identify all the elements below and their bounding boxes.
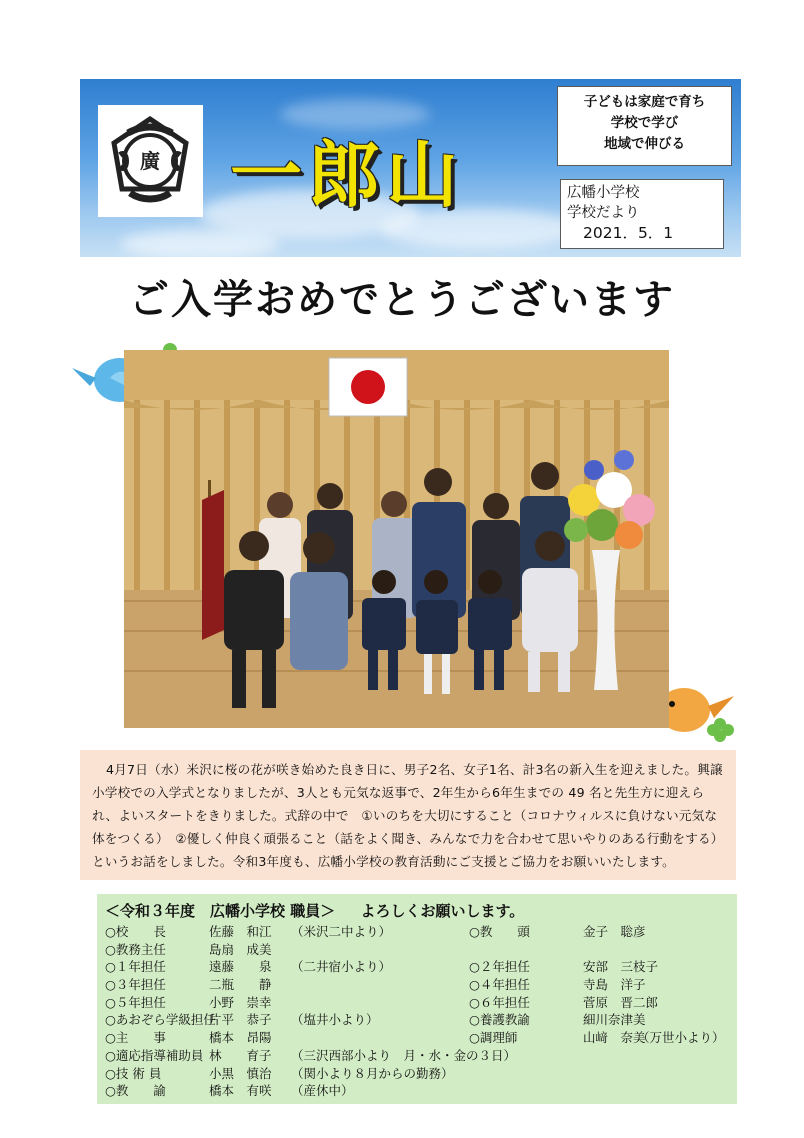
welcome-message: [80, 750, 736, 880]
staff-note: （万世小より）: [637, 1030, 725, 1046]
staff-row: [105, 941, 737, 959]
newsletter-label: 学校だより: [567, 205, 640, 221]
staff-name: 小野 崇幸: [209, 994, 272, 1010]
staff-name: 橋本 昂陽: [209, 1030, 272, 1046]
staff-heading: [105, 900, 737, 921]
clover-icon: [707, 718, 734, 742]
staff-rows: [105, 923, 737, 1100]
staff-name: 遠藤 泉: [209, 959, 272, 975]
ceremony-photo: [124, 350, 669, 728]
motto-line: 子どもは家庭で育ち: [583, 94, 706, 110]
staff-role: ○校 長: [105, 924, 166, 939]
staff-name: 片平 恭子: [209, 1012, 272, 1028]
staff-name: 菅原 晋二郎: [583, 994, 659, 1010]
staff-row: [105, 994, 737, 1012]
headline: ご入学おめでとうございます: [129, 277, 675, 323]
staff-row: [105, 958, 737, 976]
staff-name: 島扇 成美: [209, 941, 272, 957]
staff-name: 小黒 慎治: [209, 1065, 272, 1081]
staff-title: ＜令和３年度 広幡小学校 職員＞: [105, 902, 336, 920]
staff-role: ○４年担任: [469, 977, 530, 993]
staff-row: [105, 1082, 737, 1100]
staff-note: （三沢西部小より 月・水・金の３日）: [291, 1047, 517, 1063]
motto-line: 地域で伸びる: [604, 136, 685, 152]
header-banner: [80, 79, 741, 257]
staff-note: （二井宿小より）: [291, 959, 392, 975]
staff-row: [105, 1065, 737, 1083]
staff-name: 林 育子: [209, 1047, 272, 1063]
staff-role: ○２年担任: [469, 959, 530, 975]
staff-role: ○養護教諭: [469, 1012, 530, 1028]
staff-note: （米沢二中より）: [291, 924, 392, 939]
emblem-icon: [98, 105, 203, 217]
staff-row: [105, 976, 737, 994]
staff-role: ○６年担任: [469, 994, 530, 1010]
staff-note: （塩井小より）: [291, 1012, 379, 1028]
staff-name: 金子 聡彦: [583, 924, 646, 939]
staff-row: [105, 1047, 737, 1065]
staff-role: ○主 事: [105, 1030, 166, 1046]
staff-name: 佐藤 和江: [209, 924, 272, 939]
staff-role: ○１年担任: [105, 959, 166, 975]
staff-role: ○調理師: [469, 1030, 518, 1046]
staff-name: 山﨑 奈美: [583, 1030, 646, 1046]
staff-role: ○教 諭: [105, 1083, 166, 1099]
staff-role: ○５年担任: [105, 994, 166, 1010]
motto-line: 学校で学び: [610, 115, 679, 131]
staff-note: （関小より８月からの勤務）: [291, 1065, 454, 1081]
svg-text:廣: 廣: [140, 149, 160, 173]
staff-list: [97, 894, 737, 1104]
staff-role: ○教務主任: [105, 941, 166, 957]
staff-name: 細川奈津美: [583, 1012, 646, 1028]
staff-name: 寺島 洋子: [583, 977, 646, 993]
newsletter-title: 一郎山: [230, 133, 465, 217]
staff-name: 二瓶 静: [209, 977, 272, 993]
staff-role: ○技 術 員: [105, 1065, 162, 1081]
staff-role: ○教 頭: [469, 924, 530, 939]
message-text: 4月7日（水）米沢に桜の花が咲き始めた良き日に、男子2名、女子1名、計3名の新入生を迎えました。興譲小学校での入学式となりましたが、3人とも元気な返事で、2年生から6年生までの 49 名と先生方に迎えられ、よいスタートをきりました。式辞の中で ①いのちを大切にすること（コロナウィルスに負けない元気な体をつくる） ②優しく仲良く頑張ること（話をよく聞き、みんなで力を合わせて思いやりのある行動をする） というお話をしました。令和3年度も、広幡小学校の教育活動にご支援とご協力をお願いいたします。: [92, 762, 731, 869]
issue-date: 2021．5．1: [583, 224, 674, 242]
staff-greeting: よろしくお願いします。: [360, 902, 525, 920]
staff-role: ○３年担任: [105, 977, 166, 993]
staff-name: 安部 三枝子: [583, 959, 659, 975]
staff-role: ○適応指導補助員: [105, 1047, 204, 1063]
school-name: 広幡小学校: [567, 185, 640, 201]
staff-role: ○あおぞら学級担任: [105, 1012, 216, 1028]
staff-row: [105, 923, 737, 941]
staff-row: [105, 1011, 737, 1029]
school-motto: [557, 86, 732, 166]
school-info-box: [560, 179, 724, 249]
staff-note: （産休中）: [291, 1083, 354, 1099]
school-emblem: [98, 105, 203, 217]
staff-name: 橋本 有咲: [209, 1083, 272, 1099]
staff-row: [105, 1029, 737, 1047]
